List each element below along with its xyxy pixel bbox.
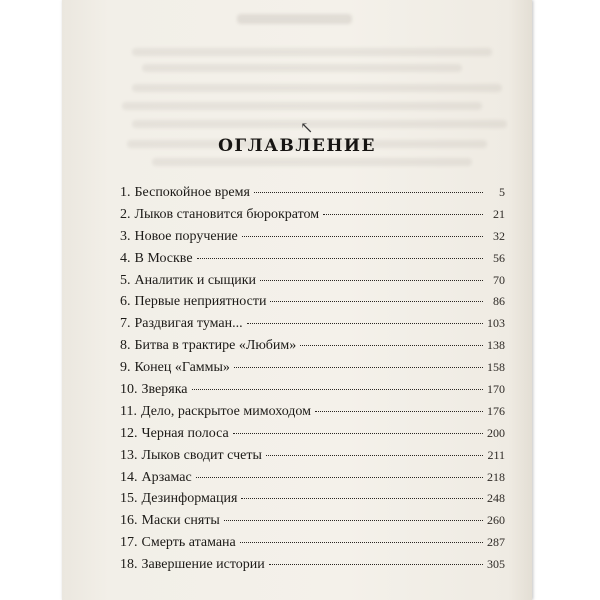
bleed-through-text xyxy=(152,158,472,166)
dot-leader xyxy=(323,214,483,215)
bleed-through-text xyxy=(142,64,462,72)
toc-entry xyxy=(120,251,505,273)
toc-entry xyxy=(120,426,505,448)
dot-leader xyxy=(242,236,483,237)
dot-leader xyxy=(196,477,483,478)
toc-entry-number: 15. xyxy=(120,491,138,507)
toc-entry-page: 86 xyxy=(493,294,505,309)
toc-entry xyxy=(120,513,505,535)
toc-entry xyxy=(120,316,505,338)
toc-entry-number: 7. xyxy=(120,316,131,332)
toc-entry-number: 9. xyxy=(120,360,131,376)
dot-leader xyxy=(247,323,483,324)
toc-entry-title: Конец «Гаммы» xyxy=(134,360,230,376)
toc-entry xyxy=(120,448,505,470)
dot-leader xyxy=(315,411,483,412)
toc-entry xyxy=(120,535,505,557)
toc-entry-title: Новое поручение xyxy=(134,228,238,244)
toc-entry-page: 21 xyxy=(493,206,505,221)
toc-entry-title: Завершение истории xyxy=(141,557,265,573)
toc-entry-title: Арзамас xyxy=(141,469,192,485)
toc-entry-number: 4. xyxy=(120,250,131,266)
dot-leader xyxy=(192,389,484,390)
toc-entry xyxy=(120,185,505,207)
toc-entry-title: Черная полоса xyxy=(141,425,229,441)
toc-entry-title: Первые неприятности xyxy=(134,294,267,310)
dot-leader xyxy=(269,564,483,565)
toc-heading: ОГЛАВЛЕНИЕ xyxy=(218,136,376,156)
toc-entry-page: 248 xyxy=(487,491,505,506)
toc-entry-title: В Москве xyxy=(134,250,193,266)
toc-entry-page: 218 xyxy=(487,469,505,484)
toc-entry-title: Битва в трактире «Любим» xyxy=(134,338,297,354)
toc-entry-number: 8. xyxy=(120,338,131,354)
toc-entry-number: 3. xyxy=(120,228,131,244)
toc-entry xyxy=(120,273,505,295)
table-of-contents xyxy=(120,185,505,579)
toc-entry-page: 200 xyxy=(487,425,505,440)
toc-entry xyxy=(120,470,505,492)
toc-entry-title: Лыков сводит счеты xyxy=(141,447,262,463)
dot-leader xyxy=(270,301,483,302)
dot-leader xyxy=(240,542,483,543)
book-page xyxy=(62,0,532,600)
toc-entry-title: Аналитик и сыщики xyxy=(134,272,257,288)
toc-entry-number: 11. xyxy=(120,403,137,419)
bleed-through-text xyxy=(132,48,492,56)
toc-entry-number: 1. xyxy=(120,185,131,200)
toc-entry-page: 170 xyxy=(487,382,505,397)
toc-entry-title: Беспокойное время xyxy=(134,185,250,200)
toc-entry xyxy=(120,557,505,579)
toc-entry xyxy=(120,491,505,513)
dot-leader xyxy=(266,455,483,456)
toc-entry-page: 56 xyxy=(493,250,505,265)
dot-leader xyxy=(254,192,483,193)
toc-entry-page: 138 xyxy=(487,338,505,353)
toc-entry-number: 12. xyxy=(120,425,138,441)
toc-entry-title: Раздвигая туман... xyxy=(134,316,243,332)
toc-entry-page: 287 xyxy=(487,535,505,550)
dot-leader xyxy=(234,367,483,368)
toc-entry-title: Зверяка xyxy=(141,382,188,398)
toc-entry-title: Маски сняты xyxy=(141,513,220,529)
toc-entry-page: 305 xyxy=(487,557,505,572)
toc-entry-page: 5 xyxy=(499,185,505,199)
toc-entry xyxy=(120,360,505,382)
dot-leader xyxy=(260,280,483,281)
toc-entry-number: 17. xyxy=(120,535,138,551)
toc-entry-page: 176 xyxy=(487,403,505,418)
toc-entry-number: 18. xyxy=(120,557,138,573)
dot-leader xyxy=(197,258,483,259)
toc-entry-page: 260 xyxy=(487,513,505,528)
toc-entry-page: 103 xyxy=(487,316,505,331)
toc-entry-number: 14. xyxy=(120,469,138,485)
bleed-through-text xyxy=(132,120,507,128)
dot-leader xyxy=(300,345,483,346)
toc-entry-title: Смерть атамана xyxy=(141,535,236,551)
toc-entry-title: Лыков становится бюрократом xyxy=(134,206,320,222)
bleed-through-header xyxy=(237,14,352,24)
toc-entry-page: 211 xyxy=(487,447,505,462)
dot-leader xyxy=(241,498,483,499)
toc-entry xyxy=(120,382,505,404)
toc-entry-number: 5. xyxy=(120,272,131,288)
dot-leader xyxy=(224,520,483,521)
toc-entry xyxy=(120,404,505,426)
toc-entry-page: 70 xyxy=(493,272,505,287)
toc-entry-number: 13. xyxy=(120,447,138,463)
dot-leader xyxy=(233,433,483,434)
toc-entry xyxy=(120,294,505,316)
toc-entry-number: 6. xyxy=(120,294,131,310)
bleed-through-text xyxy=(122,102,482,110)
toc-entry xyxy=(120,207,505,229)
toc-entry-number: 16. xyxy=(120,513,138,529)
mouse-pointer-icon: ↖ xyxy=(300,120,314,137)
toc-entry xyxy=(120,229,505,251)
toc-entry-title: Дело, раскрытое мимоходом xyxy=(140,403,312,419)
bleed-through-text xyxy=(132,84,502,92)
toc-entry-title: Дезинформация xyxy=(141,491,238,507)
toc-entry-page: 32 xyxy=(493,228,505,243)
toc-entry-number: 2. xyxy=(120,206,131,222)
toc-entry xyxy=(120,338,505,360)
toc-entry-page: 158 xyxy=(487,360,505,375)
toc-entry-number: 10. xyxy=(120,382,138,398)
